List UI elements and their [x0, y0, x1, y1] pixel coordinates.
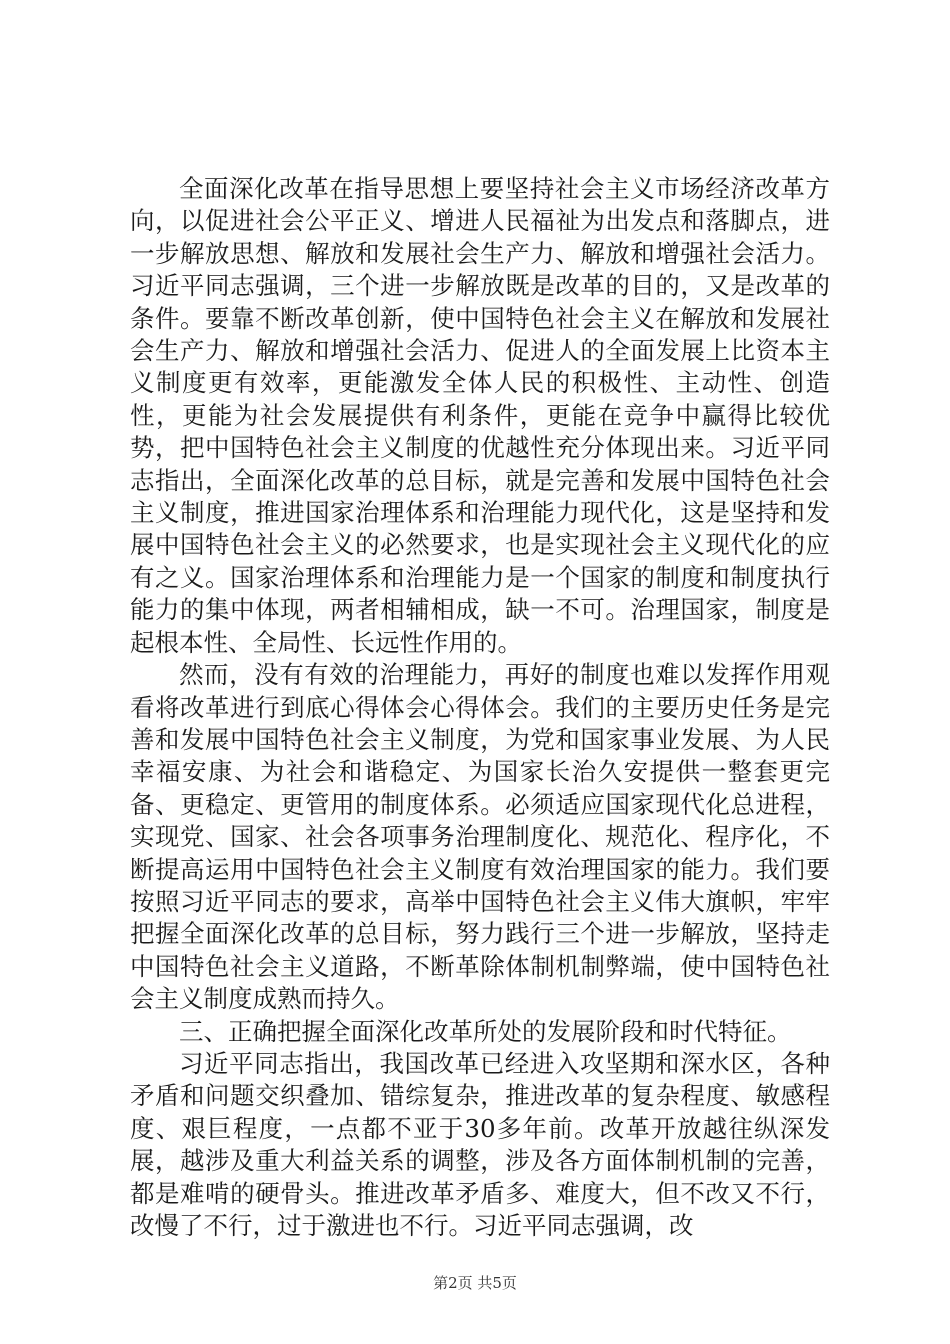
paragraph-2: 然而，没有有效的治理能力，再好的制度也难以发挥作用观看将改革进行到底心得体会心得体会。我们的主要历史任务是完善和发展中国特色社会主义制度，为党和国家事业发展、为人民幸福安康、为社会和谐稳定、为国家长治久安提供一整套更完备、更稳定、更管用的制度体系。必须适应国家现代化总进程，实现党、国家、社会各项事务治理制度化、规范化、程序化，不断提高运用中国特色社会主义制度有效治理国家的能力。我们要按照习近平同志的要求，高举中国特色社会主义伟大旗帜，牢牢把握全面深化改革的总目标，努力践行三个进一步解放，坚持走中国特色社会主义道路，不断革除体制机制弊端，使中国特色社会主义制度成熟而持久。: [130, 660, 830, 1014]
page-footer: 第2页 共5页: [433, 1274, 517, 1292]
document-body: [130, 173, 830, 1242]
paragraph-1: 全面深化改革在指导思想上要坚持社会主义市场经济改革方向，以促进社会公平正义、增进人民福祉为出发点和落脚点，进一步解放思想、解放和发展社会生产力、解放和增强社会活力。习近平同志强调，三个进一步解放既是改革的目的，又是改革的条件。要靠不断改革创新，使中国特色社会主义在解放和发展社会生产力、解放和增强社会活力、促进人的全面发展上比资本主义制度更有效率，更能激发全体人民的积极性、主动性、创造性，更能为社会发展提供有利条件，更能在竞争中赢得比较优势，把中国特色社会主义制度的优越性充分体现出来。习近平同志指出，全面深化改革的总目标，就是完善和发展中国特色社会主义制度，推进国家治理体系和治理能力现代化，这是坚持和发展中国特色社会主义的必然要求，也是实现社会主义现代化的应有之义。国家治理体系和治理能力是一个国家的制度和制度执行能力的集中体现，两者相辅相成，缺一不可。治理国家，制度是起根本性、全局性、长远性作用的。: [130, 174, 830, 657]
paragraph-3: 三、正确把握全面深化改革所处的发展阶段和时代特征。: [179, 1016, 792, 1046]
paragraph-4: 习近平同志指出，我国改革已经进入攻坚期和深水区，各种矛盾和问题交织叠加、错综复杂，推进改革的复杂程度、敏感程度、艰巨程度，一点都不亚于30多年前。改革开放越往纵深发展，越涉及重大利益关系的调整，涉及各方面体制机制的完善，都是难啃的硬骨头。推进改革矛盾多、难度大，但不改又不行，改慢了不行，过于激进也不行。习近平同志强调，改: [130, 1048, 830, 1240]
